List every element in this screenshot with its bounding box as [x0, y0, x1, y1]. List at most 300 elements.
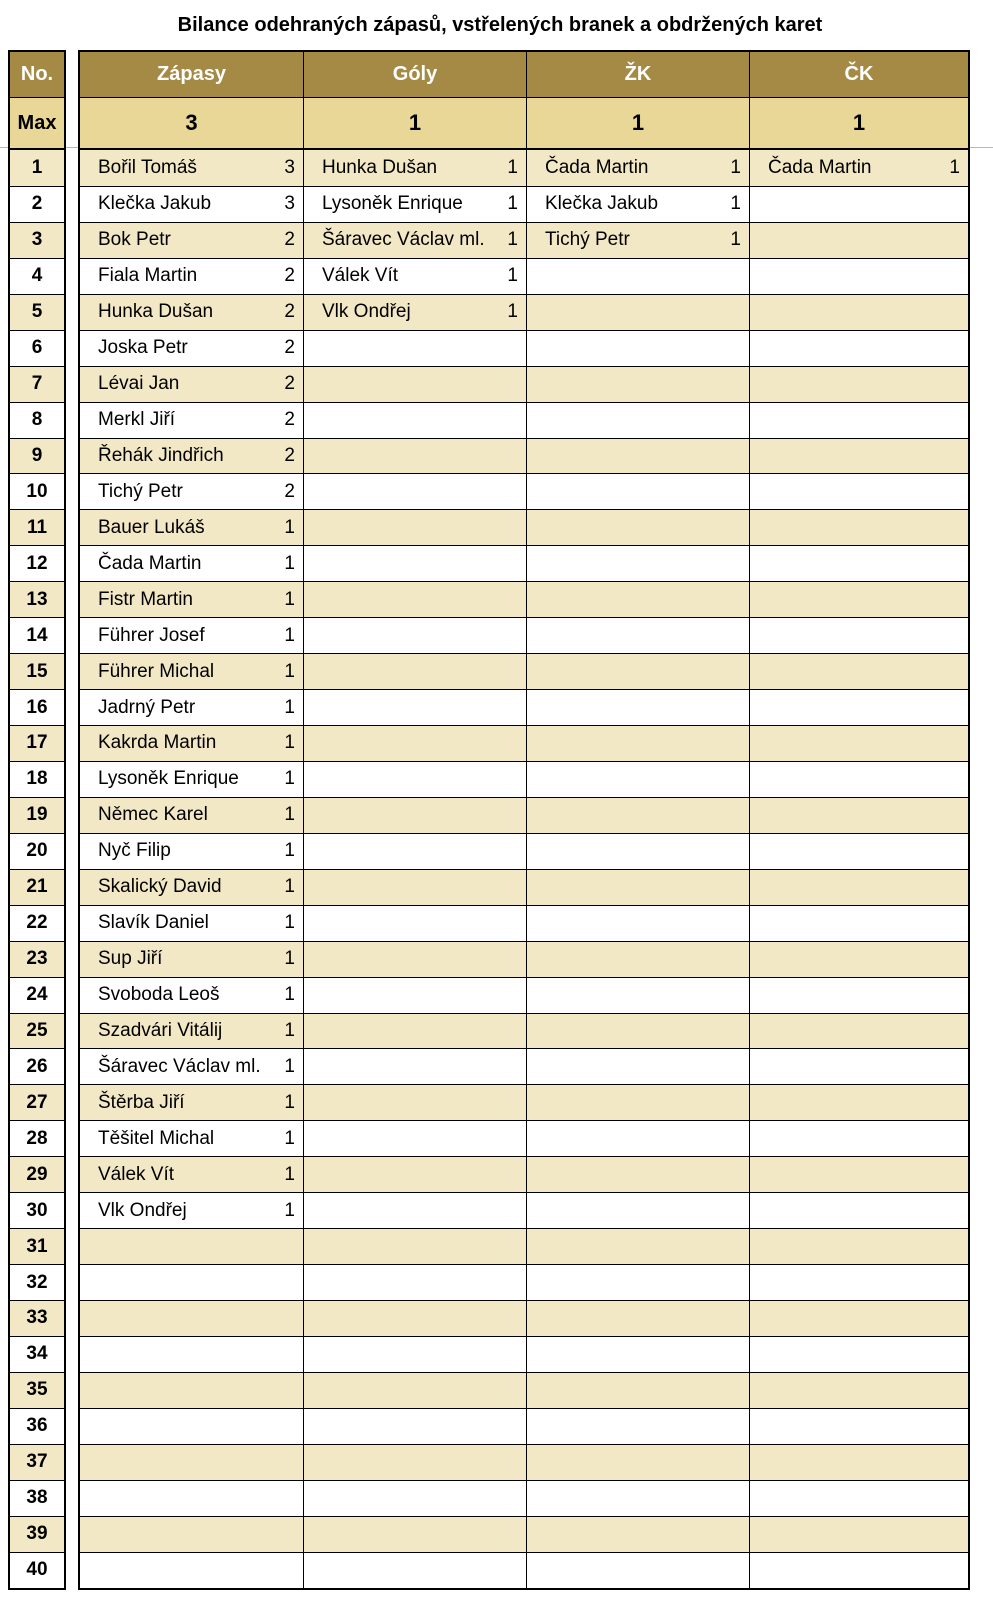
- cell-zk: [526, 1085, 749, 1120]
- row-number: 18: [10, 761, 64, 797]
- cell-goly: [303, 690, 526, 725]
- cell-ck: [749, 1409, 968, 1444]
- cell-zk: [526, 150, 749, 186]
- cell-zk: [526, 259, 749, 294]
- row-number: 3: [10, 222, 64, 258]
- data-rows: [80, 150, 968, 1588]
- player-name: Klečka Jakub: [98, 193, 212, 215]
- cell-goly: [303, 295, 526, 330]
- table-row: [80, 1372, 968, 1408]
- cell-zk: [526, 942, 749, 977]
- player-name: Lysoněk Enrique: [322, 193, 463, 215]
- player-count: 1: [730, 193, 741, 215]
- number-rows: [10, 150, 64, 1588]
- row-number: 12: [10, 545, 64, 581]
- row-number: 22: [10, 905, 64, 941]
- cell-goly: [303, 367, 526, 402]
- row-number: 10: [10, 473, 64, 509]
- player-count: 1: [284, 1019, 295, 1041]
- cell-ck: [749, 762, 968, 797]
- cell-goly: [303, 150, 526, 186]
- player-name: Válek Vít: [322, 265, 399, 287]
- player-name: Sup Jiří: [98, 948, 163, 970]
- cell-goly: [303, 1409, 526, 1444]
- table-row: [80, 1408, 968, 1444]
- player-count: 1: [284, 1199, 295, 1221]
- row-number: 35: [10, 1372, 64, 1408]
- row-number: 30: [10, 1192, 64, 1228]
- table-row: [80, 258, 968, 294]
- cell-ck: [749, 1517, 968, 1552]
- cell-ck: [749, 510, 968, 545]
- cell-zk: [526, 1301, 749, 1336]
- player-count: 1: [284, 1091, 295, 1113]
- cell-zapasy: [80, 439, 303, 474]
- row-number: 27: [10, 1084, 64, 1120]
- cell-goly: [303, 942, 526, 977]
- cell-zapasy: [80, 1301, 303, 1336]
- cell-zk: [526, 978, 749, 1013]
- table-row: [80, 1480, 968, 1516]
- row-number: 7: [10, 366, 64, 402]
- player-count: 3: [284, 156, 295, 178]
- cell-ck: [749, 654, 968, 689]
- cell-zk: [526, 474, 749, 509]
- row-number: 23: [10, 941, 64, 977]
- player-name: Čada Martin: [768, 156, 872, 178]
- table-row: [80, 1084, 968, 1120]
- row-number: 31: [10, 1228, 64, 1264]
- page-title: Bilance odehraných zápasů, vstřelených branek a obdržených karet: [177, 14, 823, 36]
- cell-ck: [749, 474, 968, 509]
- player-count: 1: [284, 984, 295, 1006]
- player-name: Slavík Daniel: [98, 912, 209, 934]
- cell-ck: [749, 439, 968, 474]
- table-row: [80, 1264, 968, 1300]
- cell-zapasy: [80, 582, 303, 617]
- cell-goly: [303, 726, 526, 761]
- cell-ck: [749, 942, 968, 977]
- cell-goly: [303, 1085, 526, 1120]
- cell-zapasy: [80, 1193, 303, 1228]
- table-row: [80, 150, 968, 186]
- table-row: [80, 761, 968, 797]
- cell-ck: [749, 1014, 968, 1049]
- header-zk: ŽK: [526, 52, 749, 97]
- table-row: [80, 473, 968, 509]
- cell-zapasy: [80, 906, 303, 941]
- player-name: Vlk Ondřej: [322, 301, 411, 323]
- row-number: 8: [10, 402, 64, 438]
- row-number: 39: [10, 1516, 64, 1552]
- table-row: [80, 653, 968, 689]
- table-row: [80, 222, 968, 258]
- cell-ck: [749, 259, 968, 294]
- max-zk: 1: [526, 98, 749, 148]
- player-name: Čada Martin: [545, 156, 649, 178]
- table-row: [80, 905, 968, 941]
- cell-ck: [749, 1049, 968, 1084]
- cell-zk: [526, 331, 749, 366]
- cell-goly: [303, 474, 526, 509]
- cell-ck: [749, 331, 968, 366]
- player-count: 1: [284, 1163, 295, 1185]
- cell-zk: [526, 906, 749, 941]
- table-row: [80, 330, 968, 366]
- cell-goly: [303, 834, 526, 869]
- player-name: Tichý Petr: [98, 480, 183, 502]
- cell-zapasy: [80, 1481, 303, 1516]
- row-number: 38: [10, 1480, 64, 1516]
- cell-goly: [303, 1014, 526, 1049]
- cell-goly: [303, 403, 526, 438]
- cell-zk: [526, 1229, 749, 1264]
- player-name: Führer Michal: [98, 660, 215, 682]
- row-number: 5: [10, 294, 64, 330]
- cell-zapasy: [80, 474, 303, 509]
- table-row: [80, 1300, 968, 1336]
- cell-ck: [749, 618, 968, 653]
- cell-goly: [303, 870, 526, 905]
- cell-ck: [749, 690, 968, 725]
- player-count: 1: [730, 156, 741, 178]
- row-number: 34: [10, 1336, 64, 1372]
- cell-zapasy: [80, 403, 303, 438]
- table-row: [80, 1013, 968, 1049]
- player-count: 1: [730, 229, 741, 251]
- player-count: 1: [284, 588, 295, 610]
- max-label: Max: [10, 98, 64, 150]
- player-name: Lysoněk Enrique: [98, 768, 239, 790]
- cell-zapasy: [80, 546, 303, 581]
- table-row: [80, 1228, 968, 1264]
- cell-ck: [749, 798, 968, 833]
- cell-zk: [526, 439, 749, 474]
- player-count: 2: [284, 265, 295, 287]
- cell-zapasy: [80, 798, 303, 833]
- cell-zapasy: [80, 1265, 303, 1300]
- table-row: [80, 833, 968, 869]
- player-count: 1: [284, 732, 295, 754]
- cell-ck: [749, 978, 968, 1013]
- cell-zapasy: [80, 1373, 303, 1408]
- row-number: 21: [10, 869, 64, 905]
- row-number: 19: [10, 797, 64, 833]
- player-name: Válek Vít: [98, 1163, 175, 1185]
- row-number: 37: [10, 1444, 64, 1480]
- row-number: 25: [10, 1013, 64, 1049]
- cell-ck: [749, 187, 968, 222]
- header-row: [80, 52, 968, 98]
- cell-ck: [749, 1265, 968, 1300]
- table-row: [80, 438, 968, 474]
- row-number: 26: [10, 1048, 64, 1084]
- player-name: Šáravec Václav ml.: [322, 229, 485, 251]
- table-row: [80, 366, 968, 402]
- player-name: Kakrda Martin: [98, 732, 217, 754]
- cell-zapasy: [80, 1337, 303, 1372]
- cell-zapasy: [80, 510, 303, 545]
- player-name: Skalický David: [98, 876, 222, 898]
- cell-goly: [303, 1049, 526, 1084]
- player-count: 2: [284, 301, 295, 323]
- cell-zapasy: [80, 762, 303, 797]
- cell-zapasy: [80, 1121, 303, 1156]
- cell-goly: [303, 439, 526, 474]
- cell-zk: [526, 762, 749, 797]
- cell-zk: [526, 654, 749, 689]
- player-name: Hunka Dušan: [322, 156, 438, 178]
- cell-zapasy: [80, 1553, 303, 1588]
- player-count: 1: [284, 912, 295, 934]
- max-ck: 1: [749, 98, 968, 148]
- row-number: 29: [10, 1156, 64, 1192]
- cell-zapasy: [80, 1517, 303, 1552]
- cell-ck: [749, 1337, 968, 1372]
- cell-goly: [303, 1445, 526, 1480]
- player-count: 1: [284, 1055, 295, 1077]
- cell-goly: [303, 1229, 526, 1264]
- player-count: 1: [284, 516, 295, 538]
- table-row: [80, 1516, 968, 1552]
- cell-zk: [526, 870, 749, 905]
- cell-zk: [526, 798, 749, 833]
- number-column: [8, 50, 66, 1590]
- player-count: 1: [507, 265, 518, 287]
- cell-zk: [526, 1409, 749, 1444]
- player-name: Vlk Ondřej: [98, 1199, 187, 1221]
- player-name: Nyč Filip: [98, 840, 171, 862]
- row-number: 1: [10, 150, 64, 186]
- cell-ck: [749, 582, 968, 617]
- cell-goly: [303, 1193, 526, 1228]
- player-count: 2: [284, 337, 295, 359]
- cell-goly: [303, 1121, 526, 1156]
- table-row: [80, 402, 968, 438]
- table-row: [80, 581, 968, 617]
- cell-ck: [749, 150, 968, 186]
- player-name: Němec Karel: [98, 804, 208, 826]
- table-row: [80, 1552, 968, 1588]
- cell-goly: [303, 582, 526, 617]
- cell-ck: [749, 1121, 968, 1156]
- cell-ck: [749, 295, 968, 330]
- cell-zapasy: [80, 1229, 303, 1264]
- stats-table: [78, 50, 970, 1590]
- cell-goly: [303, 978, 526, 1013]
- cell-zk: [526, 1445, 749, 1480]
- cell-goly: [303, 1373, 526, 1408]
- player-count: 2: [284, 480, 295, 502]
- cell-zapasy: [80, 295, 303, 330]
- player-count: 1: [284, 804, 295, 826]
- cell-goly: [303, 1301, 526, 1336]
- cell-goly: [303, 1265, 526, 1300]
- cell-goly: [303, 618, 526, 653]
- cell-goly: [303, 331, 526, 366]
- player-name: Merkl Jiří: [98, 409, 176, 431]
- cell-ck: [749, 546, 968, 581]
- cell-goly: [303, 1517, 526, 1552]
- player-name: Bořil Tomáš: [98, 156, 197, 178]
- cell-goly: [303, 259, 526, 294]
- cell-zapasy: [80, 1409, 303, 1444]
- cell-ck: [749, 1193, 968, 1228]
- cell-zapasy: [80, 223, 303, 258]
- cell-goly: [303, 1553, 526, 1588]
- row-number: 32: [10, 1264, 64, 1300]
- cell-zapasy: [80, 1014, 303, 1049]
- cell-ck: [749, 403, 968, 438]
- cell-ck: [749, 834, 968, 869]
- table-row: [80, 1192, 968, 1228]
- row-number: 36: [10, 1408, 64, 1444]
- cell-zapasy: [80, 367, 303, 402]
- row-number: 40: [10, 1552, 64, 1588]
- table-row: [80, 797, 968, 833]
- row-number: 9: [10, 438, 64, 474]
- cell-zk: [526, 618, 749, 653]
- cell-goly: [303, 1157, 526, 1192]
- player-name: Jadrný Petr: [98, 696, 196, 718]
- header-goly: Góly: [303, 52, 526, 97]
- cell-ck: [749, 367, 968, 402]
- player-count: 1: [284, 624, 295, 646]
- cell-zk: [526, 510, 749, 545]
- player-count: 1: [507, 193, 518, 215]
- cell-zk: [526, 1373, 749, 1408]
- player-count: 1: [284, 948, 295, 970]
- table-row: [80, 617, 968, 653]
- player-name: Fiala Martin: [98, 265, 198, 287]
- cell-zapasy: [80, 618, 303, 653]
- cell-zapasy: [80, 1085, 303, 1120]
- row-number: 13: [10, 581, 64, 617]
- row-number: 24: [10, 977, 64, 1013]
- player-name: Szadvári Vitálij: [98, 1019, 223, 1041]
- cell-zk: [526, 582, 749, 617]
- player-count: 1: [284, 696, 295, 718]
- player-name: Šáravec Václav ml.: [98, 1055, 261, 1077]
- cell-zapasy: [80, 978, 303, 1013]
- player-name: Řehák Jindřich: [98, 444, 224, 466]
- player-count: 2: [284, 444, 295, 466]
- cell-goly: [303, 762, 526, 797]
- cell-ck: [749, 1301, 968, 1336]
- player-name: Klečka Jakub: [545, 193, 659, 215]
- header-zapasy: Zápasy: [157, 63, 226, 85]
- cell-ck: [749, 726, 968, 761]
- table-row: [80, 689, 968, 725]
- table-row: [80, 725, 968, 761]
- cell-goly: [303, 906, 526, 941]
- max-goly: 1: [303, 98, 526, 148]
- no-header: No.: [10, 52, 64, 98]
- row-number: 11: [10, 509, 64, 545]
- cell-goly: [303, 223, 526, 258]
- cell-zapasy: [80, 870, 303, 905]
- table-row: [80, 545, 968, 581]
- cell-zapasy: [80, 1049, 303, 1084]
- cell-zk: [526, 1553, 749, 1588]
- cell-zk: [526, 1049, 749, 1084]
- cell-zk: [526, 1193, 749, 1228]
- cell-zk: [526, 1157, 749, 1192]
- player-name: Svoboda Leoš: [98, 984, 220, 1006]
- player-name: Lévai Jan: [98, 373, 180, 395]
- cell-ck: [749, 1373, 968, 1408]
- cell-ck: [749, 1085, 968, 1120]
- player-count: 1: [284, 660, 295, 682]
- player-count: 1: [284, 1127, 295, 1149]
- cell-zapasy: [80, 654, 303, 689]
- cell-ck: [749, 1157, 968, 1192]
- cell-zapasy: [80, 834, 303, 869]
- player-count: 1: [949, 156, 960, 178]
- cell-ck: [749, 1445, 968, 1480]
- cell-ck: [749, 870, 968, 905]
- table-row: [80, 1048, 968, 1084]
- row-number: 2: [10, 186, 64, 222]
- player-count: 1: [507, 301, 518, 323]
- cell-zk: [526, 834, 749, 869]
- table-row: [80, 869, 968, 905]
- cell-zk: [526, 187, 749, 222]
- cell-zk: [526, 1337, 749, 1372]
- table-row: [80, 509, 968, 545]
- cell-zapasy: [80, 726, 303, 761]
- cell-zapasy: [80, 331, 303, 366]
- table-row: [80, 294, 968, 330]
- cell-zk: [526, 367, 749, 402]
- header-ck: ČK: [749, 52, 968, 97]
- cell-goly: [303, 546, 526, 581]
- cell-zk: [526, 1265, 749, 1300]
- player-count: 1: [284, 768, 295, 790]
- player-name: Fistr Martin: [98, 588, 193, 610]
- player-count: 1: [507, 156, 518, 178]
- cell-zk: [526, 223, 749, 258]
- cell-ck: [749, 223, 968, 258]
- player-count: 1: [284, 876, 295, 898]
- cell-zk: [526, 1481, 749, 1516]
- player-name: Těšitel Michal: [98, 1127, 215, 1149]
- player-count: 1: [507, 229, 518, 251]
- player-count: 2: [284, 409, 295, 431]
- row-number: 15: [10, 653, 64, 689]
- cell-goly: [303, 798, 526, 833]
- row-number: 4: [10, 258, 64, 294]
- cell-zk: [526, 1014, 749, 1049]
- cell-ck: [749, 906, 968, 941]
- player-count: 2: [284, 229, 295, 251]
- max-row: [80, 98, 968, 150]
- max-zapasy: 3: [185, 110, 198, 135]
- table-row: [80, 1336, 968, 1372]
- row-number: 28: [10, 1120, 64, 1156]
- cell-goly: [303, 1481, 526, 1516]
- row-number: 16: [10, 689, 64, 725]
- cell-zapasy: [80, 690, 303, 725]
- player-count: 2: [284, 373, 295, 395]
- player-name: Joska Petr: [98, 337, 188, 359]
- player-count: 1: [284, 840, 295, 862]
- cell-zk: [526, 1517, 749, 1552]
- table-row: [80, 941, 968, 977]
- player-name: Štěrba Jiří: [98, 1091, 185, 1113]
- row-number: 20: [10, 833, 64, 869]
- cell-zk: [526, 1121, 749, 1156]
